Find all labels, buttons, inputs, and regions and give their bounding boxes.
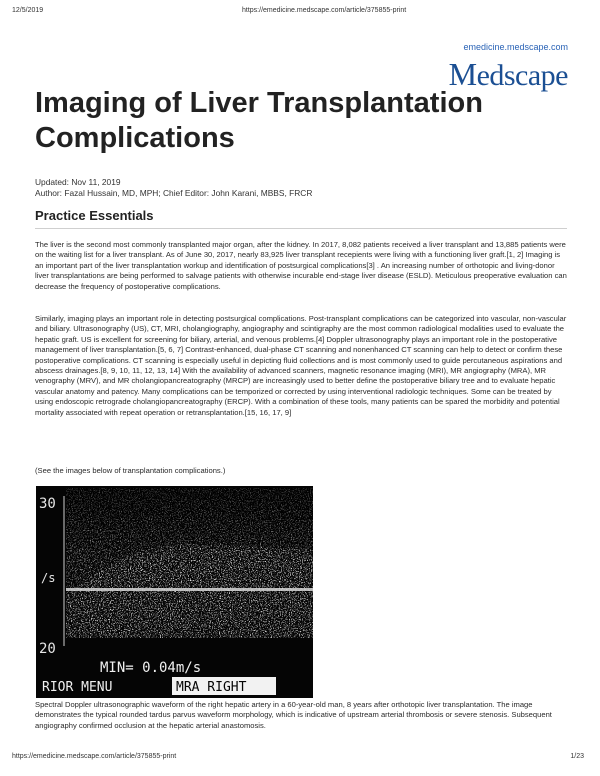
figure-intro: (See the images below of transplantation complications.) [35,466,226,475]
print-footer-url: https://emedicine.medscape.com/article/375855-print [12,753,177,760]
min-velocity-readout: MIN= 0.04m/s [100,660,202,676]
print-header-url: https://emedicine.medscape.com/article/375855-print [242,7,407,14]
paragraph: Similarly, imaging plays an important role in detecting postsurgical complications. Post-transplant complications can be categorized into vascular, non-vascular and biliary. Ultrasonography (US), CT, MRI, cholangiography, angiography and scintigraphy are the most common radiological modalities used to evaluate the hepatic graft. US is excellent for screening for biliary, arterial, and venous problems.[4] Doppler ultrasonography plays an important role in the postoperative management of liver transplantation.[5, 6, 7] Contrast-enhanced, dual-phase CT scanning and nonenhanced CT scanning can help to detect or confirm these postoperative complications. CT scanning is especially useful in depicting fluid collections and is most commonly used to guide percutaneous aspirations and abscess drainages.[8, 9, 10, 11, 12, 13, 14] With the availability of advanced scanners, magnetic resonance imaging (MRI), MR angiography (MRA), MR venography (MRV), and MR cholangiopancreatography (MRCP) are increasingly used to better define the postoperative biliary tree and to evaluate hepatic vascular anatomy and patency. Many complications can be temporized or corrected by using interventional radiologic techniques. Some can be treated by using endoscopic retrograde cholangiopancreatography (ERCP). With a combination of these tools, many patients can be spared the morbidity and potential mortality associated with repeat operation or retransplantation.[15, 16, 17, 9] [35,314,567,417]
menu-right-label: MRA RIGHT [176,680,247,695]
author-line: Author: Fazal Hussain, MD, MPH; Chief Editor: John Karani, MBBS, FRCR [35,187,313,198]
doppler-waveform-graphic [36,486,313,698]
scale-unit-label: /s [41,571,56,585]
article-title: Imaging of Liver Transplantation Complications [35,87,483,154]
doppler-ultrasound-image[interactable] [36,486,313,698]
updated-date: Updated: Nov 11, 2019 [35,177,121,187]
section-title: Practice Essentials [35,208,154,223]
print-date: 12/5/2019 [12,7,44,14]
site-link[interactable]: emedicine.medscape.com [463,42,568,52]
article-meta [35,177,312,198]
menu-left-label: RIOR MENU [42,680,113,695]
scale-top-label: 30 [39,496,56,512]
paragraph: The liver is the second most commonly transplanted major organ, after the kidney. In 2017, 8,082 patients received a liver transplant and 13,885 patients were on the waiting list for a liver transplant. As of June 30, 2017, nearly 83,925 liver transplant recepients were living with a functioning liver graft.[1, 2] Imaging is an important part of the liver transplantation workup and identification of postsurgical complications[3] . An increasing number of orthotopic and living-donor liver transplantations are being performed to salvage patients with otherwise incurable end-stage liver disease (ESLD). Meticulous preoperative evaluation can decrease the frequency of postoperative complications. [35,240,567,291]
logo-rest: edscape [476,59,568,92]
logo-initial: M [448,56,477,92]
section-divider [35,228,567,229]
scale-bottom-label: 20 [39,641,56,657]
page-number: 1/23 [570,753,584,760]
figure-caption: Spectral Doppler ultrasonographic waveform of the right hepatic artery in a 60-year-old man, 8 years after orthotopic liver transplantation. The image demonstrates the typical rounded tardus parvus waveform morphology, which is indicative of upstream arterial thrombosis or severe stenosis. Subsequent angiography confirmed occlusion at the hepatic arterial anastomosis. [35,700,552,730]
